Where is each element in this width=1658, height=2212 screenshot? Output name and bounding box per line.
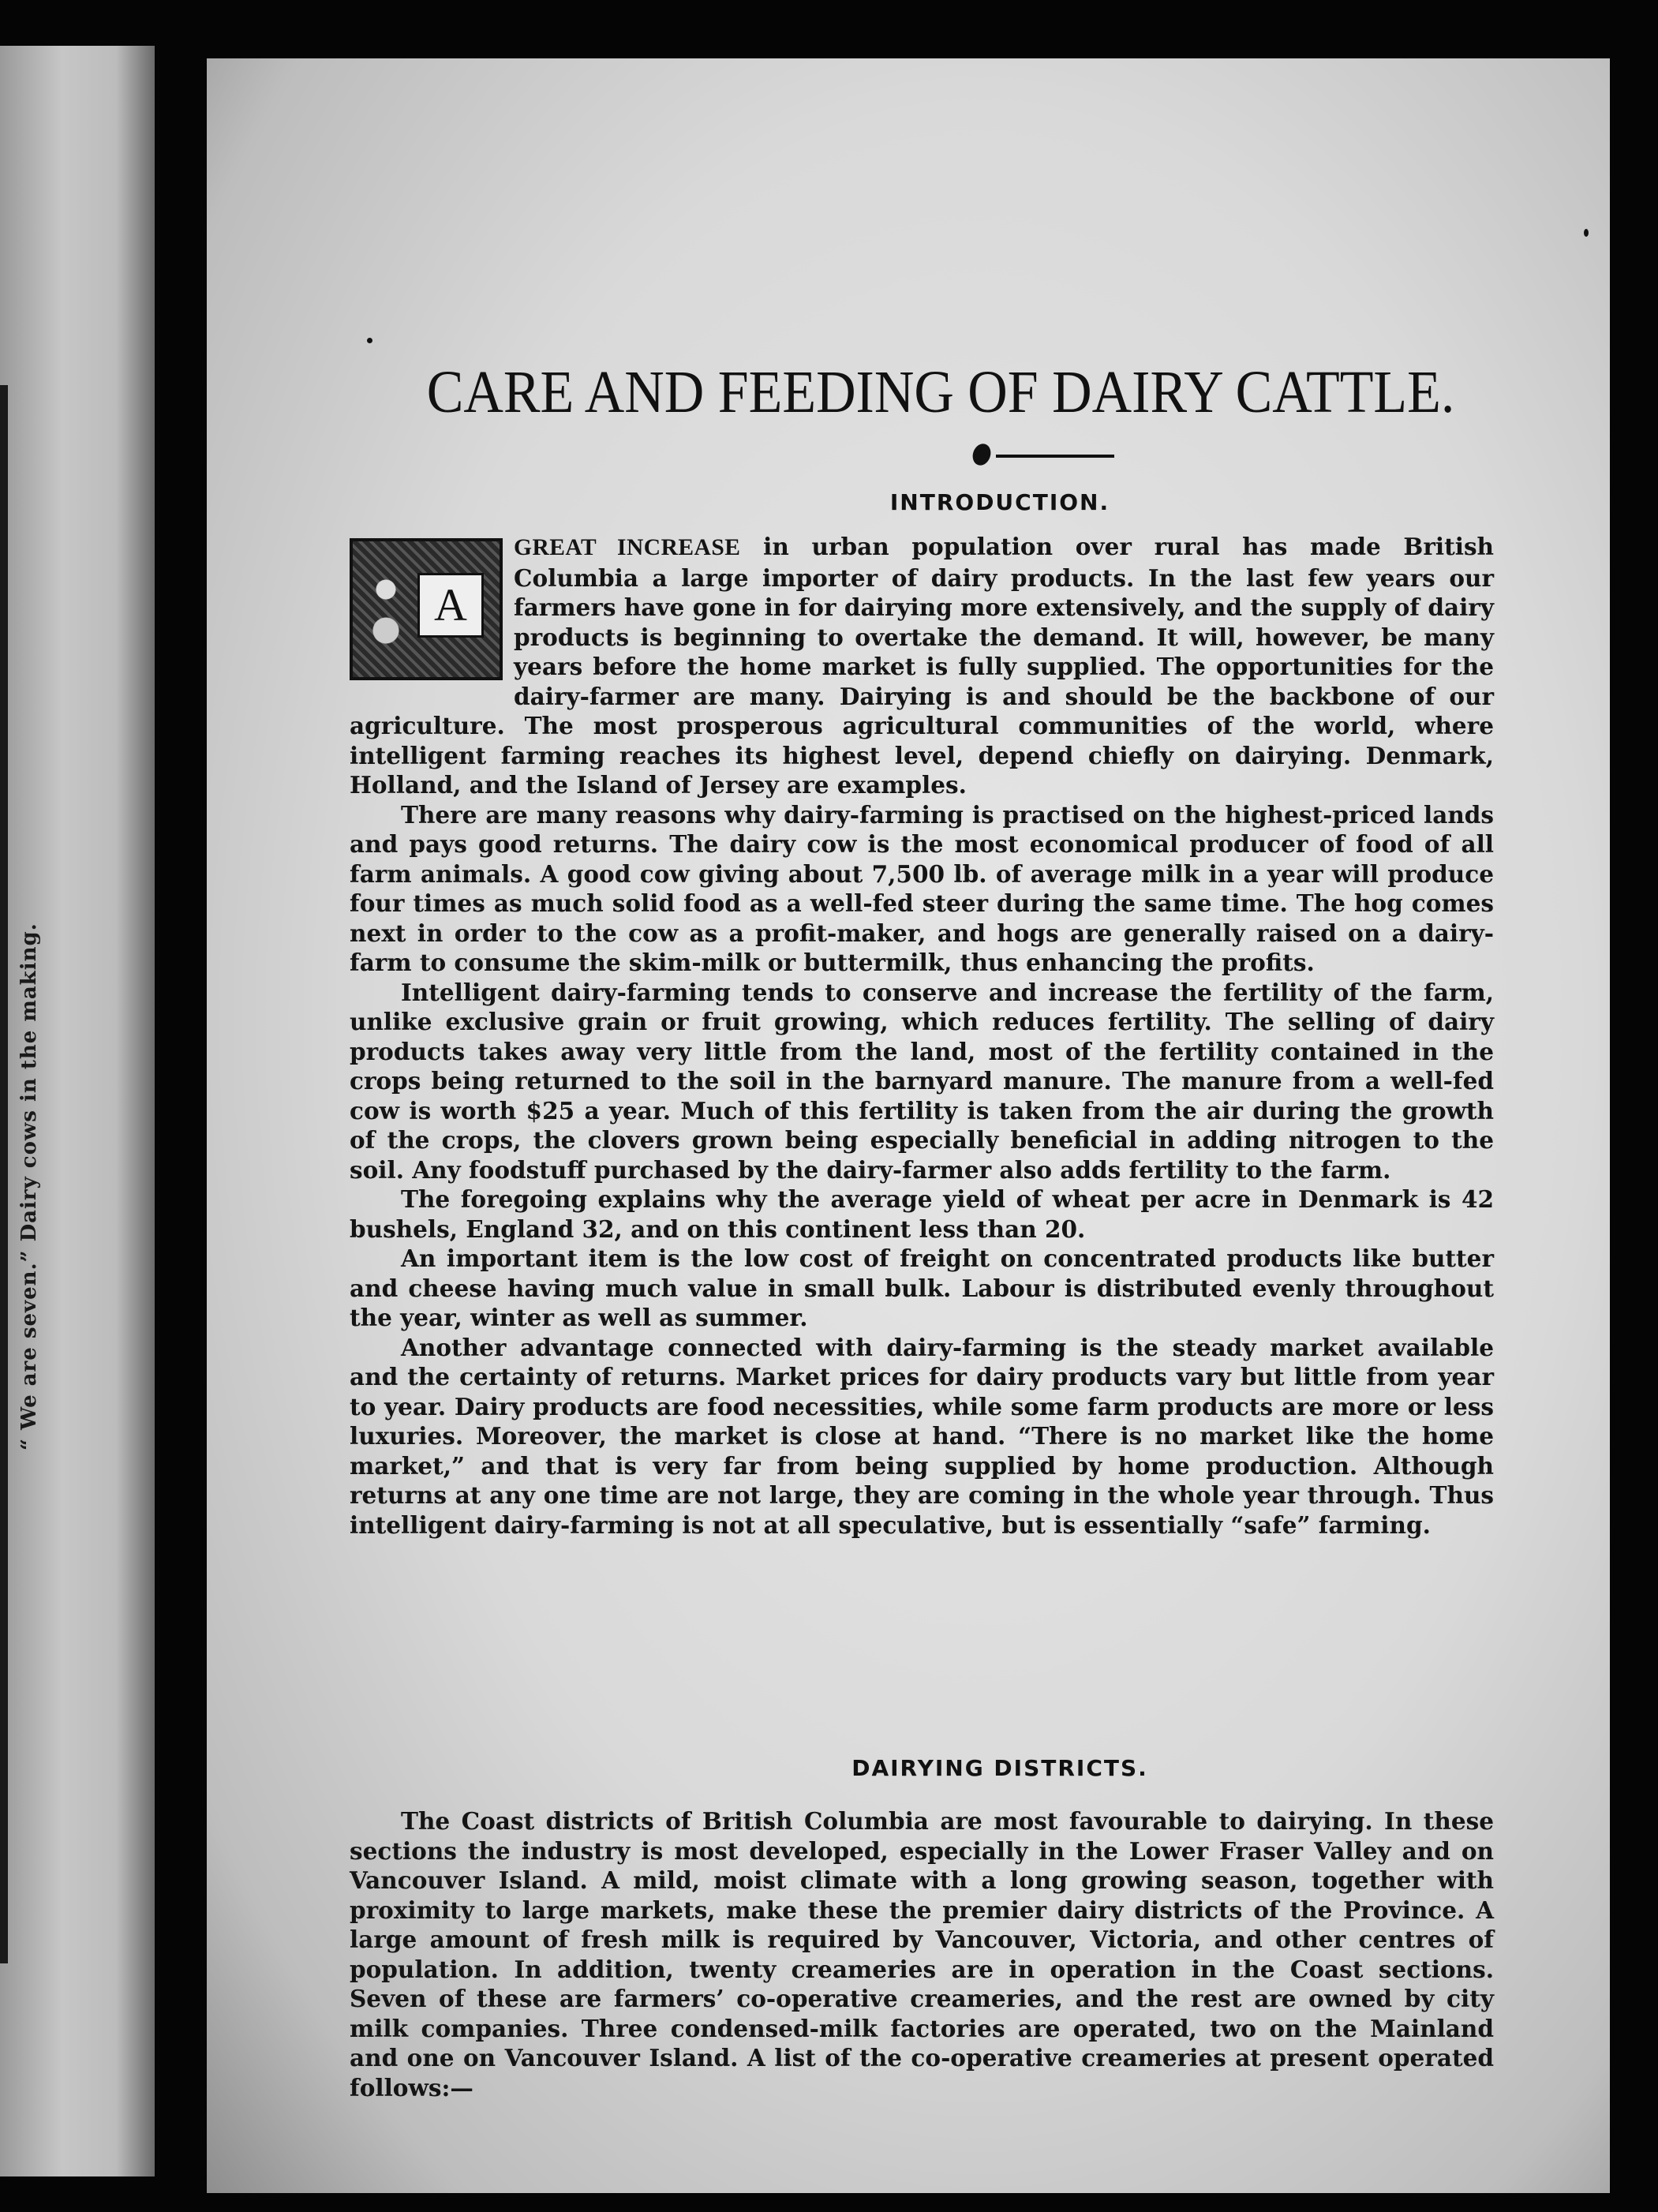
- paragraph: There are many reasons why dairy-farming is practised on the highest-priced lands and pays good returns. The dairy cow is the most economical producer of food of all farm animals. A good cow giving about 7,500 lb. of average milk in a year will produce four times as much solid food as a well-fed steer during the same time. The hog comes next in order to the cow as a profit-maker, and hogs are generally raised on a dairy-farm to consume the skim-milk or buttermilk, thus enhancing the profits.: [350, 800, 1494, 976]
- dairying-districts-text: [350, 1806, 1494, 2102]
- section-heading-dairying-districts: DAIRYING DISTRICTS.: [851, 1755, 1148, 1781]
- introduction-text: [350, 532, 1494, 1540]
- drop-cap: [350, 538, 503, 680]
- drop-cap-letter: A: [417, 573, 484, 638]
- stray-mark: [1584, 229, 1589, 237]
- lead-caps: GREAT INCREASE: [514, 535, 741, 560]
- page-title: CARE AND FEEDING OF DAIRY CATTLE.: [426, 359, 1455, 425]
- ornament-icon: [364, 559, 408, 661]
- paragraph-text: in urban population over rural has made British Columbia a large importer of dairy products. In the last few years our farmers have gone in for dairying more extensively, and the supply of dairy products is beginning to overtake the demand. It will, however, be many years before the home market is fully supplied. The opportunities for the dairy-farmer are many. Dairying is and should be the backbone of our agriculture. The most prosperous agricultural communities of the world, where intelligent farming reaches its highest level, depend chiefly on dairying. Denmark, Holland, and the Island of Jersey are examples.: [350, 533, 1494, 799]
- title-rule: [996, 455, 1114, 458]
- paragraph: Intelligent dairy-farming tends to conserve and increase the fertility of the farm, unlike exclusive grain or fruit growing, which reduces fertility. The selling of dairy products takes away very little from the land, most of the fertility contained in the crops being returned to the soil in the barnyard manure. The manure from a well-fed cow is worth $25 a year. Much of this fertility is taken from the air during the growth of the crops, the clovers grown being especially beneficial in adding nitrogen to the soil. Any foodstuff purchased by the dairy-farmer also adds fertility to the farm.: [350, 978, 1494, 1184]
- paragraph: The foregoing explains why the average yield of wheat per acre in Denmark is 42 bushels, England 32, and on this continent less than 20.: [350, 1185, 1494, 1243]
- stray-mark: [367, 338, 372, 343]
- facing-page: [0, 46, 155, 2176]
- paragraph: The Coast districts of British Columbia are most favourable to dairying. In these sections the industry is most developed, especially in the Lower Fraser Valley and on Vancouver Island. A mild, moist climate with a long growing season, together with proximity to large markets, make these the premier dairy districts of the Province. A large amount of fresh milk is required by Vancouver, Victoria, and other centres of population. In addition, twenty creameries are in operation in the Coast sections. Seven of these are farmers’ co-operative creameries, and the rest are owned by city milk companies. Three condensed-milk factories are operated, two on the Mainland and one on Vancouver Island. A list of the co-operative creameries at present operated follows:—: [350, 1807, 1494, 2102]
- title-ornament: [970, 441, 994, 468]
- facing-page-edge: [0, 385, 8, 1963]
- paragraph: Another advantage connected with dairy-farming is the steady market available and the certainty of returns. Market prices for dairy products vary but little from year to year. Dairy products are food necessities, while some farm products are more or less luxuries. Moreover, the market is close at hand. “There is no market like the home market,” and that is very far from being supplied by home production. Although returns at any one time are not large, they are coming in the whole year through. Thus intelligent dairy-farming is not at all speculative, but is essentially “safe” farming.: [350, 1333, 1494, 1539]
- document-page: [207, 58, 1610, 2193]
- paragraph: An important item is the low cost of freight on concentrated products like butter and cheese having much value in small bulk. Labour is distributed evenly throughout the year, winter as well as summer.: [350, 1244, 1494, 1331]
- section-heading-introduction: INTRODUCTION.: [889, 489, 1110, 515]
- paragraph: [350, 532, 1494, 800]
- side-caption: “ We are seven.” Dairy cows in the making.: [17, 923, 41, 1450]
